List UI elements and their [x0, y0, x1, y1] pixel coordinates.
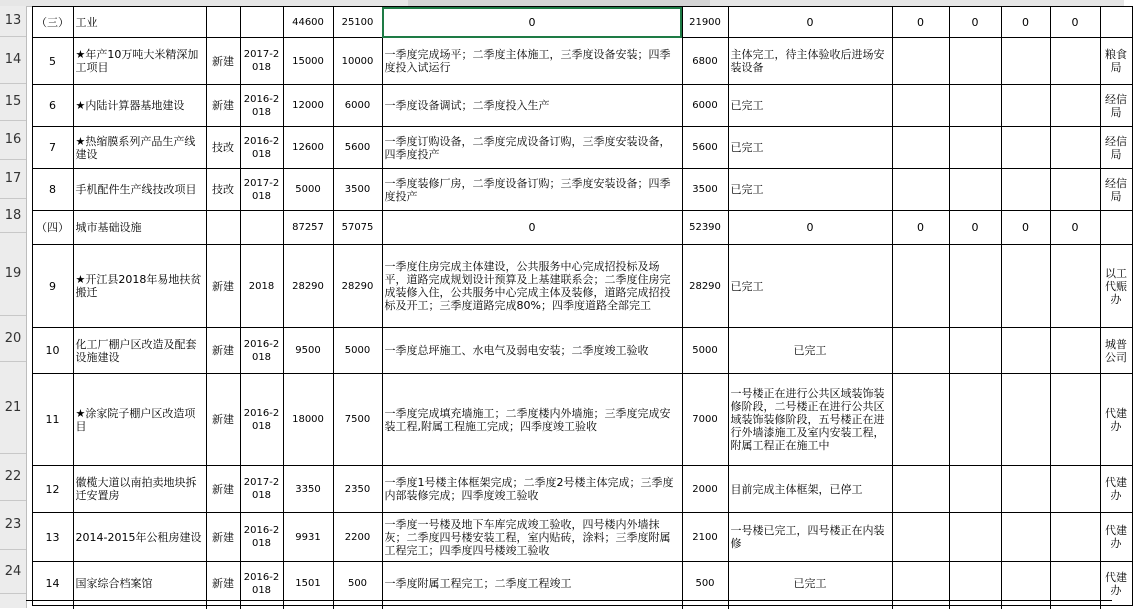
cell-period[interactable]: 2017-2018	[240, 38, 283, 85]
cell-unit[interactable]	[1100, 7, 1132, 38]
cell-period[interactable]: 2017-2018	[240, 466, 283, 513]
cell-quarterly[interactable]: 一季度住房完成主体建设，公共服务中心完成招投标及场平，道路完成规划设计预算及上基建联系会；二季度住房完成装修入住，公共服务中心完成主体及装修，道路完成招投标及开工；三季度道路完成80%；四季度道路全部完工	[382, 245, 682, 328]
cell-c-s[interactable]	[1050, 466, 1100, 513]
cell-c-p[interactable]	[892, 513, 949, 562]
cell-total[interactable]: 28290	[283, 245, 333, 328]
cell-period[interactable]: 2017-2018	[240, 169, 283, 211]
table-row	[26, 127, 1132, 169]
cell-quarterly[interactable]: 一季度1号楼主体框架完成；二季度2号楼主体完成；三季度内部装修完成；四季度竣工验收	[382, 466, 682, 513]
cell-done[interactable]: 6000	[682, 85, 728, 127]
cell-quarterly[interactable]: 一季度设备调试；二季度投入生产	[382, 85, 682, 127]
cell-unit[interactable]: 粮食局	[1100, 38, 1132, 85]
cell-period[interactable]: 2016-2018	[240, 328, 283, 374]
cell-done[interactable]: 5000	[682, 328, 728, 374]
table-row	[26, 169, 1132, 211]
cell-c-q[interactable]	[949, 466, 1001, 513]
cell-c-s[interactable]	[1050, 513, 1100, 562]
row-number[interactable]: 20	[0, 316, 26, 362]
cell-c-q[interactable]	[949, 85, 1001, 127]
cell-done[interactable]: 6800	[682, 38, 728, 85]
cell-total[interactable]: 87257	[283, 211, 333, 245]
cell-c-r[interactable]	[1001, 466, 1050, 513]
cell-name[interactable]: 徽榄大道以南拍卖地块拆迁安置房	[73, 466, 206, 513]
row-number[interactable]: 23	[0, 501, 26, 550]
cell-seq[interactable]: 14	[32, 562, 73, 606]
cell-seq[interactable]: 7	[32, 127, 73, 169]
cell-c-r[interactable]	[1001, 38, 1050, 85]
cell-total[interactable]: 9500	[283, 328, 333, 374]
cell-name[interactable]: 化工厂棚户区改造及配套设施建设	[73, 328, 206, 374]
cell-name[interactable]: ★开江县2018年易地扶贫搬迁	[73, 245, 206, 328]
cell-total[interactable]: 15000	[283, 38, 333, 85]
cell-done[interactable]: 3500	[682, 169, 728, 211]
cell-c-r[interactable]	[1001, 245, 1050, 328]
cell-progress[interactable]: 0	[728, 211, 892, 245]
cell-unit[interactable]: 以工代赈办	[1100, 245, 1132, 328]
cell-c-p[interactable]: 0	[892, 211, 949, 245]
cell-year-plan[interactable]: 2200	[333, 513, 382, 562]
next-row-edge	[26, 600, 1112, 609]
cell-progress[interactable]: 已完工	[728, 127, 892, 169]
row-number[interactable]: 17	[0, 160, 26, 199]
cell-c-s[interactable]	[1050, 169, 1100, 211]
cell-year-plan[interactable]: 25100	[333, 7, 382, 38]
cell-progress[interactable]: 一号楼正在进行公共区域装饰装修阶段，二号楼正在进行公共区域装饰装修阶段，五号楼正在进行外墙漆施工及室内安装工程，附属工程正在施工中	[728, 374, 892, 466]
cell-c-r[interactable]	[1001, 169, 1050, 211]
cell-c-p[interactable]	[892, 85, 949, 127]
cell-period[interactable]	[240, 211, 283, 245]
cell-type[interactable]: 技改	[206, 127, 240, 169]
cell-year-plan[interactable]: 2350	[333, 466, 382, 513]
cell-c-p[interactable]: 0	[892, 7, 949, 38]
cell-total[interactable]: 12000	[283, 85, 333, 127]
cell-type[interactable]: 新建	[206, 562, 240, 606]
row-number[interactable]: 22	[0, 454, 26, 501]
cell-c-p[interactable]	[892, 245, 949, 328]
cell-type[interactable]: 新建	[206, 245, 240, 328]
table-row	[26, 38, 1132, 85]
cell-c-s[interactable]	[1050, 374, 1100, 466]
cell-unit[interactable]: 经信局	[1100, 169, 1132, 211]
cell-c-s[interactable]: 0	[1050, 7, 1100, 38]
table-row	[26, 328, 1132, 374]
cell-c-p[interactable]	[892, 328, 949, 374]
table-row	[26, 374, 1132, 466]
cell-name[interactable]: 工业	[73, 7, 206, 38]
cell-type[interactable]: 技改	[206, 169, 240, 211]
cell-done[interactable]: 5600	[682, 127, 728, 169]
row-number[interactable]: 15	[0, 84, 26, 121]
cell-period[interactable]: 2018	[240, 245, 283, 328]
cell-name[interactable]: ★热缩膜系列产品生产线建设	[73, 127, 206, 169]
cell-unit[interactable]: 代建办	[1100, 466, 1132, 513]
row-number[interactable]: 14	[0, 37, 26, 84]
table-row	[26, 7, 1132, 38]
cell-total[interactable]: 44600	[283, 7, 333, 38]
cell-c-r[interactable]	[1001, 127, 1050, 169]
cell-progress[interactable]: 已完工	[728, 245, 892, 328]
cell-c-q[interactable]: 0	[949, 211, 1001, 245]
cell-type[interactable]: 新建	[206, 466, 240, 513]
row-number[interactable]: 16	[0, 121, 26, 160]
cell-c-r[interactable]	[1001, 513, 1050, 562]
cell-progress[interactable]: 已完工	[728, 169, 892, 211]
cell-quarterly[interactable]: 0	[382, 7, 682, 38]
cell-type[interactable]: 新建	[206, 85, 240, 127]
cell-total[interactable]: 1501	[283, 562, 333, 606]
cell-c-p[interactable]	[892, 38, 949, 85]
row-number[interactable]: 24	[0, 550, 26, 594]
cell-name[interactable]: ★年产10万吨大米精深加工项目	[73, 38, 206, 85]
cell-quarterly[interactable]: 一季度附属工程完工；二季度工程竣工	[382, 562, 682, 606]
cell-c-s[interactable]	[1050, 328, 1100, 374]
cell-quarterly[interactable]: 一季度一号楼及地下车库完成竣工验收，四号楼内外墙抹灰；二季度四号楼安装工程，室内贴砖，涂料；三季度附属工程完工；四季度四号楼竣工验收	[382, 513, 682, 562]
cell-seq[interactable]: 5	[32, 38, 73, 85]
cell-seq[interactable]: 9	[32, 245, 73, 328]
cell-total[interactable]: 5000	[283, 169, 333, 211]
cell-quarterly[interactable]: 一季度装修厂房，二季度设备订购；三季度安装设备；四季度投产	[382, 169, 682, 211]
cell-seq[interactable]: （三）	[32, 7, 73, 38]
cell-done[interactable]: 2100	[682, 513, 728, 562]
row-number[interactable]: 18	[0, 199, 26, 233]
cell-c-s[interactable]: 0	[1050, 211, 1100, 245]
cell-year-plan[interactable]: 5600	[333, 127, 382, 169]
cell-done[interactable]: 21900	[682, 7, 728, 38]
cell-year-plan[interactable]: 5000	[333, 328, 382, 374]
cell-total[interactable]: 3350	[283, 466, 333, 513]
cell-c-q[interactable]	[949, 38, 1001, 85]
cell-c-q[interactable]	[949, 127, 1001, 169]
cell-name[interactable]: 城市基础设施	[73, 211, 206, 245]
cell-period[interactable]: 2016-2018	[240, 127, 283, 169]
cell-progress[interactable]: 已完工	[728, 328, 892, 374]
cell-period[interactable]: 2016-2018	[240, 562, 283, 606]
cell-seq[interactable]: 11	[32, 374, 73, 466]
cell-quarterly[interactable]: 一季度订购设备，二季度完成设备订购，三季度安装设备，四季度投产	[382, 127, 682, 169]
cell-c-r[interactable]: 0	[1001, 7, 1050, 38]
cell-c-q[interactable]	[949, 169, 1001, 211]
cell-progress[interactable]: 已完工	[728, 562, 892, 606]
cell-seq[interactable]: 6	[32, 85, 73, 127]
cell-c-r[interactable]	[1001, 328, 1050, 374]
cell-c-s[interactable]	[1050, 38, 1100, 85]
cell-c-r[interactable]	[1001, 562, 1050, 606]
cell-c-q[interactable]	[949, 562, 1001, 606]
cell-seq[interactable]: 8	[32, 169, 73, 211]
cell-quarterly[interactable]: 0	[382, 211, 682, 245]
cell-done[interactable]: 2000	[682, 466, 728, 513]
cell-c-s[interactable]	[1050, 127, 1100, 169]
row-header-bar[interactable]	[0, 6, 27, 608]
cell-year-plan[interactable]: 28290	[333, 245, 382, 328]
cell-name[interactable]: 2014-2015年公租房建设	[73, 513, 206, 562]
cell-done[interactable]: 28290	[682, 245, 728, 328]
cell-unit[interactable]: 代建办	[1100, 374, 1132, 466]
cell-type[interactable]: 新建	[206, 328, 240, 374]
cell-period[interactable]: 2016-2018	[240, 513, 283, 562]
spreadsheet-grid	[26, 6, 1133, 606]
cell-done[interactable]: 7000	[682, 374, 728, 466]
cell-unit[interactable]: 经信局	[1100, 85, 1132, 127]
cell-progress[interactable]: 目前完成主体框架，已停工	[728, 466, 892, 513]
cell-type[interactable]: 新建	[206, 374, 240, 466]
cell-seq[interactable]: 13	[32, 513, 73, 562]
cell-c-r[interactable]	[1001, 85, 1050, 127]
table-row	[26, 466, 1132, 513]
table-row	[26, 562, 1132, 606]
cell-c-q[interactable]	[949, 328, 1001, 374]
cell-c-s[interactable]	[1050, 562, 1100, 606]
cell-c-q[interactable]: 0	[949, 7, 1001, 38]
cell-unit[interactable]: 经信局	[1100, 127, 1132, 169]
cell-total[interactable]: 18000	[283, 374, 333, 466]
cell-seq[interactable]: 10	[32, 328, 73, 374]
cell-c-q[interactable]	[949, 245, 1001, 328]
cell-total[interactable]: 12600	[283, 127, 333, 169]
cell-period[interactable]: 2016-2018	[240, 85, 283, 127]
cell-name[interactable]: 国家综合档案馆	[73, 562, 206, 606]
cell-c-q[interactable]	[949, 513, 1001, 562]
cell-c-r[interactable]	[1001, 374, 1050, 466]
cell-name[interactable]: ★内陆计算器基地建设	[73, 85, 206, 127]
table-row	[26, 85, 1132, 127]
cell-year-plan[interactable]: 10000	[333, 38, 382, 85]
cell-year-plan[interactable]: 3500	[333, 169, 382, 211]
cell-c-p[interactable]	[892, 169, 949, 211]
cell-c-r[interactable]: 0	[1001, 211, 1050, 245]
cell-type[interactable]	[206, 7, 240, 38]
table-row	[26, 245, 1132, 328]
cell-c-s[interactable]	[1050, 85, 1100, 127]
cell-seq[interactable]: （四）	[32, 211, 73, 245]
cell-name[interactable]: 手机配件生产线技改项目	[73, 169, 206, 211]
table-row	[26, 513, 1132, 562]
cell-c-p[interactable]	[892, 466, 949, 513]
cell-seq[interactable]: 12	[32, 466, 73, 513]
cell-type[interactable]: 新建	[206, 513, 240, 562]
cell-quarterly[interactable]: 一季度总坪施工、水电气及弱电安装；二季度竣工验收	[382, 328, 682, 374]
cell-name[interactable]: ★涂家院子棚户区改造项目	[73, 374, 206, 466]
cell-progress[interactable]: 主体完工，待主体验收后进场安装设备	[728, 38, 892, 85]
cell-unit[interactable]	[1100, 211, 1132, 245]
cell-progress[interactable]: 0	[728, 7, 892, 38]
cell-year-plan[interactable]: 500	[333, 562, 382, 606]
cell-year-plan[interactable]: 6000	[333, 85, 382, 127]
cell-period[interactable]: 2016-2018	[240, 374, 283, 466]
row-number[interactable]: 19	[0, 233, 26, 316]
cell-year-plan[interactable]: 7500	[333, 374, 382, 466]
cell-year-plan[interactable]: 57075	[333, 211, 382, 245]
cell-unit[interactable]: 代建办	[1100, 562, 1132, 606]
cell-done[interactable]: 500	[682, 562, 728, 606]
cell-progress[interactable]: 一号楼已完工，四号楼正在内装修	[728, 513, 892, 562]
cell-unit[interactable]: 代建办	[1100, 513, 1132, 562]
table-row	[26, 211, 1132, 245]
cell-quarterly[interactable]: 一季度完成填充墙施工；二季度楼内外墙施；三季度完成安装工程,附属工程施工完成；四季度竣工验收	[382, 374, 682, 466]
cell-period[interactable]	[240, 7, 283, 38]
cell-done[interactable]: 52390	[682, 211, 728, 245]
cell-unit[interactable]: 城普公司	[1100, 328, 1132, 374]
cell-c-p[interactable]	[892, 374, 949, 466]
cell-type[interactable]	[206, 211, 240, 245]
cell-c-p[interactable]	[892, 562, 949, 606]
cell-c-s[interactable]	[1050, 245, 1100, 328]
cell-c-p[interactable]	[892, 127, 949, 169]
row-number[interactable]: 13	[0, 6, 26, 37]
cell-progress[interactable]: 已完工	[728, 85, 892, 127]
cell-total[interactable]: 9931	[283, 513, 333, 562]
row-number[interactable]: 21	[0, 362, 26, 454]
cell-type[interactable]: 新建	[206, 38, 240, 85]
cell-c-q[interactable]	[949, 374, 1001, 466]
cell-quarterly[interactable]: 一季度完成场平；二季度主体施工，三季度设备安装；四季度投入试运行	[382, 38, 682, 85]
